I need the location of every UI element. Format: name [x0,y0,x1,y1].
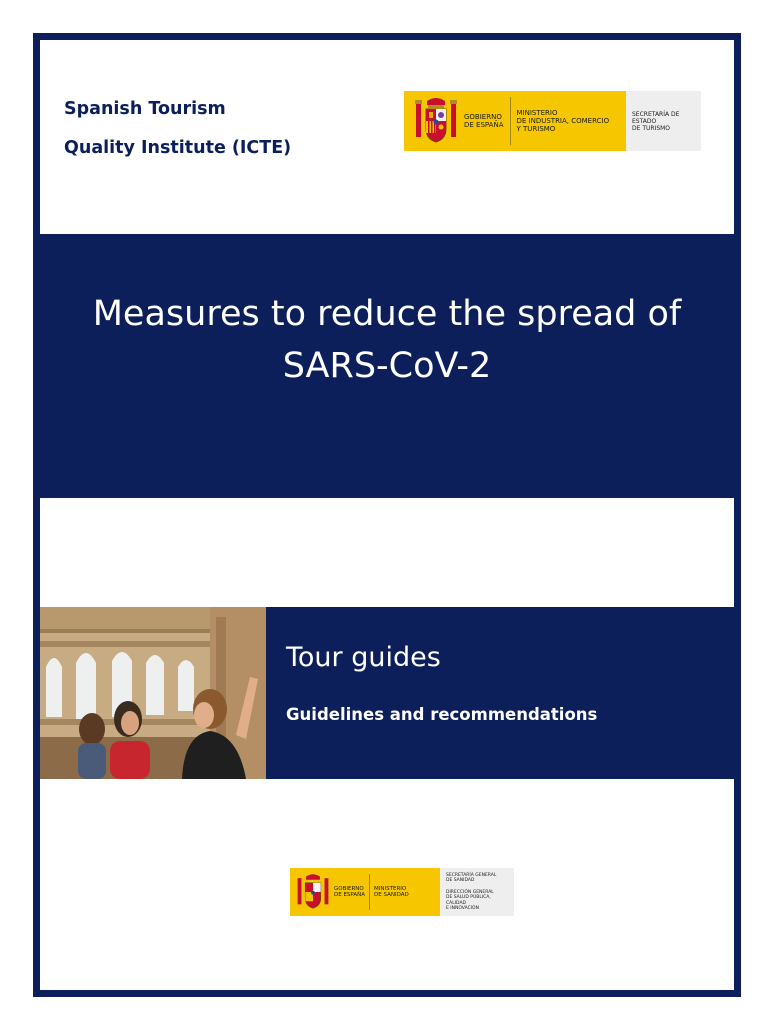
logo-gov-text: GOBIERNO DE ESPAÑA [464,113,504,129]
organization-name [64,90,291,168]
logo-ministry-text: MINISTERIO DE INDUSTRIA, COMERCIO Y TURISMO [516,109,610,133]
org-line-2: Quality Institute (ICTE) [64,138,292,158]
footer-logo-gov-text: GOBIERNO DE ESPAÑA [334,885,366,898]
footer-logo-secretariat-text: SECRETARÍA GENERAL DE SANIDAD [446,872,497,883]
section-title: Tour guides [286,642,441,673]
logo-secretariat-text: SECRETARÍA DE ESTADO DE TURISMO [632,110,680,132]
org-line-1: Spanish Tourism [64,99,226,119]
title-line-2: SARS-CoV-2 [282,346,492,386]
section-band [40,607,734,779]
colosseum-tourists-image [40,607,266,779]
document-title [57,288,717,392]
footer-logo-directorate-text: DIRECCIÓN GENERAL DE SALUD PÚBLICA, CALIDAD E INNOVACIÓN [446,889,494,911]
footer-logo-grey-panel [440,868,514,916]
cover-header [40,40,734,234]
tour-guide-photo [40,607,266,779]
logo-divider [510,97,511,145]
government-logo-top [404,91,701,151]
title-band [40,234,734,498]
footer-logo-yellow-panel [290,868,440,916]
section-subtitle: Guidelines and recommendations [286,705,598,724]
spanish-coat-of-arms-icon [296,872,330,912]
government-logo-bottom [290,868,514,916]
logo-yellow-panel [404,91,626,151]
footer-logo-ministry-text: MINISTERIO DE SANIDAD [374,885,409,898]
logo-secretariat-panel [626,91,701,151]
spanish-coat-of-arms-icon [414,95,458,147]
title-line-1: Measures to reduce the spread of [92,294,682,334]
cover-frame [33,33,741,997]
footer-logo-divider [369,874,370,910]
